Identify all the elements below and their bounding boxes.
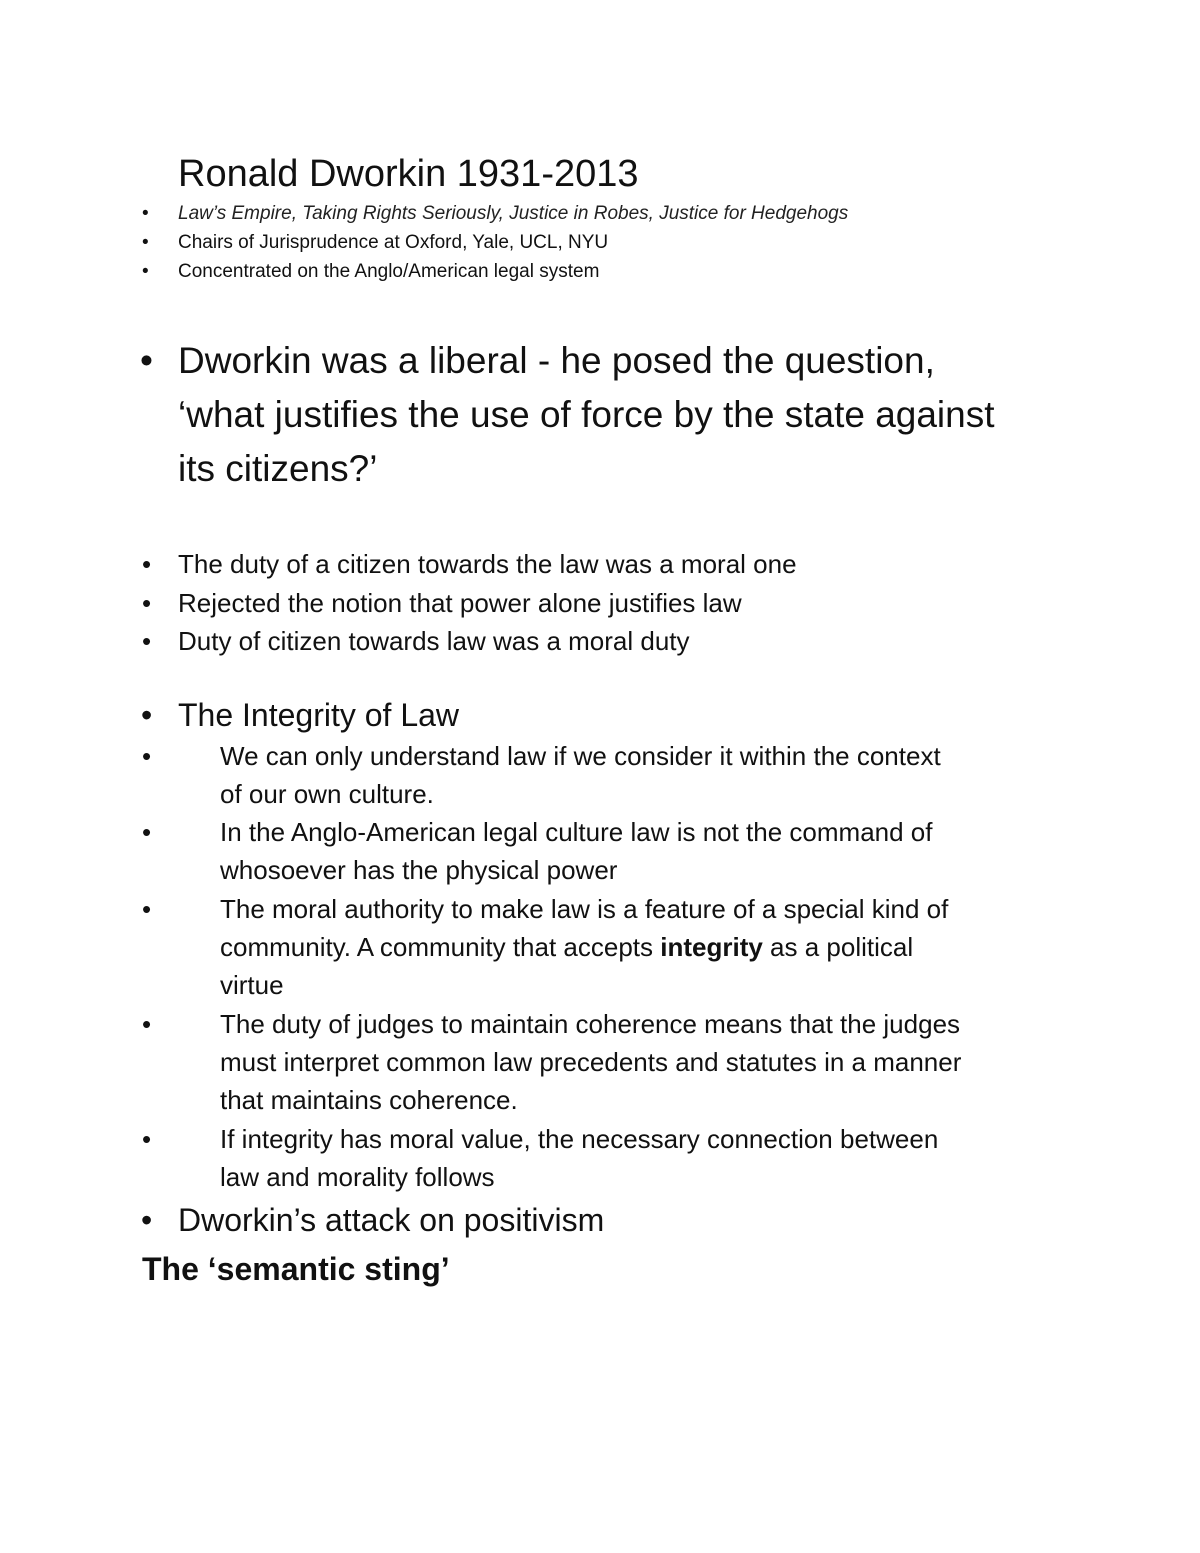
integrity-item-text: The moral authority to make law is a feature of a special kind of bbox=[220, 894, 949, 924]
integrity-item-text: law and morality follows bbox=[220, 1162, 495, 1192]
bullet-marker: • bbox=[141, 1202, 153, 1238]
bullet-marker: • bbox=[142, 232, 149, 253]
liberal-line: ‘what justifies the use of force by the state against bbox=[178, 394, 995, 435]
integrity-item-text: We can only understand law if we consider it within the context bbox=[220, 741, 941, 771]
bullet-marker: • bbox=[142, 817, 152, 847]
integrity-item-text-pre: community. A community that accepts bbox=[220, 932, 661, 962]
duty-item: Duty of citizen towards law was a moral duty bbox=[178, 626, 690, 656]
integrity-item-text: If integrity has moral value, the necessary connection between bbox=[220, 1124, 939, 1154]
liberal-line: Dworkin was a liberal - he posed the question, bbox=[178, 340, 935, 381]
focus-item: Concentrated on the Anglo/American legal system bbox=[178, 261, 600, 282]
works-list: Law’s Empire, Taking Rights Seriously, Justice in Robes, Justice for Hedgehogs bbox=[178, 203, 849, 224]
bullet-marker: • bbox=[142, 626, 152, 656]
integrity-item-text: In the Anglo-American legal culture law is not the command of bbox=[220, 817, 933, 847]
integrity-item-text-post: as a political bbox=[762, 932, 914, 962]
duty-item: The duty of a citizen towards the law was a moral one bbox=[178, 549, 797, 579]
integrity-emphasis: integrity bbox=[660, 932, 763, 962]
bullet-marker: • bbox=[142, 203, 149, 224]
integrity-item-text: of our own culture. bbox=[220, 779, 434, 809]
integrity-item-text: whosoever has the physical power bbox=[220, 855, 618, 885]
semantic-sting-heading: The ‘semantic sting’ bbox=[142, 1251, 450, 1287]
integrity-heading: The Integrity of Law bbox=[178, 697, 460, 733]
bullet-marker: • bbox=[142, 549, 152, 579]
integrity-item-text: virtue bbox=[220, 970, 284, 1000]
bullet-marker: • bbox=[142, 741, 152, 771]
liberal-line: its citizens?’ bbox=[178, 448, 378, 489]
integrity-item-text: must interpret common law precedents and statutes in a manner bbox=[220, 1047, 962, 1077]
page-title: Ronald Dworkin 1931-2013 bbox=[178, 153, 639, 195]
integrity-item-text bbox=[220, 928, 913, 966]
bullet-marker: • bbox=[142, 1124, 152, 1154]
bullet-marker: • bbox=[142, 894, 152, 924]
bullet-marker: • bbox=[142, 588, 152, 618]
bullet-marker: • bbox=[142, 261, 149, 282]
integrity-item-text: The duty of judges to maintain coherence means that the judges bbox=[220, 1009, 961, 1039]
bullet-marker: • bbox=[141, 697, 153, 733]
positivism-heading: Dworkin’s attack on positivism bbox=[178, 1202, 605, 1238]
chairs-item: Chairs of Jurisprudence at Oxford, Yale, UCL, NYU bbox=[178, 232, 609, 253]
integrity-item-text: that maintains coherence. bbox=[220, 1085, 518, 1115]
duty-item: Rejected the notion that power alone justifies law bbox=[178, 588, 742, 618]
bullet-marker: • bbox=[142, 1009, 152, 1039]
bullet-marker: • bbox=[140, 340, 153, 381]
